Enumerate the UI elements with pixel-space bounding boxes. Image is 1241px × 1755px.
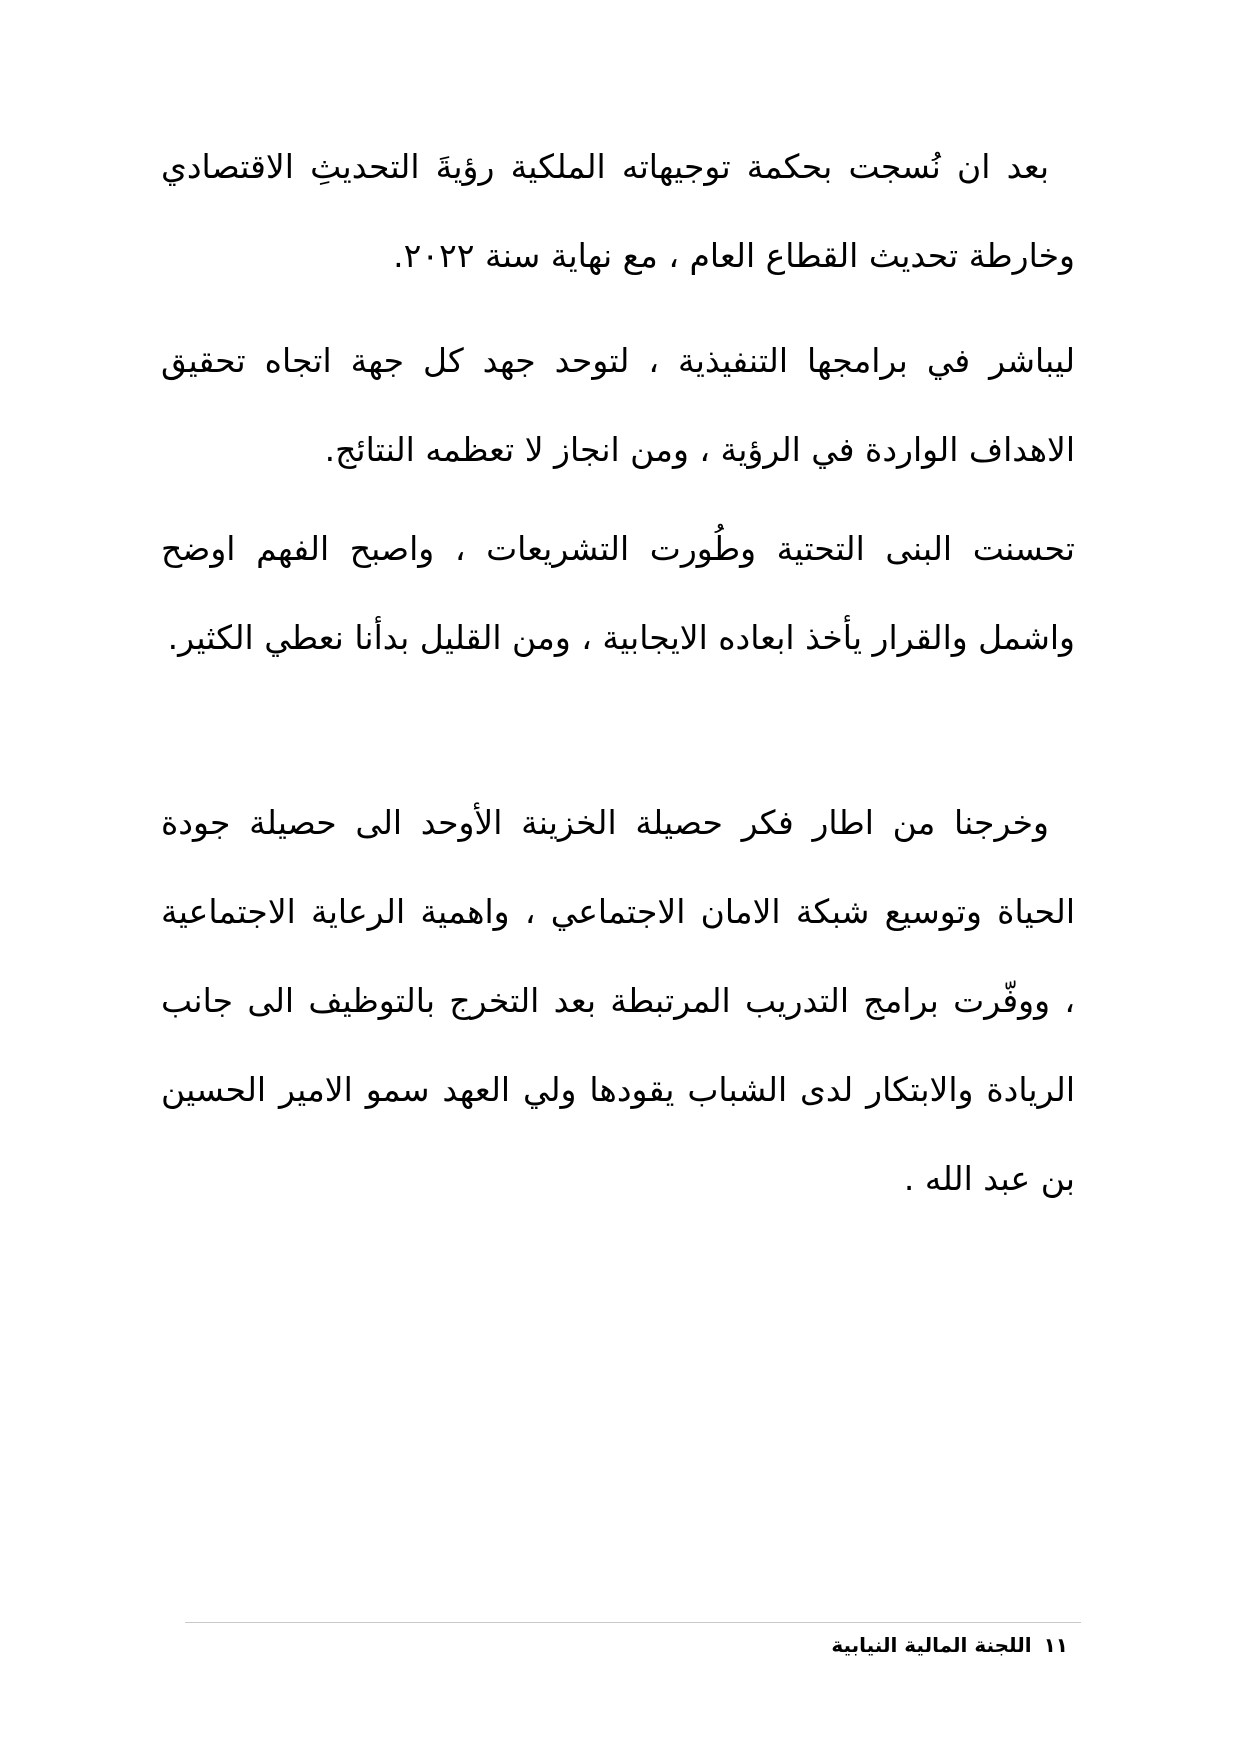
text-line: وخرجنا من اطار فكر حصيلة الخزينة الأوحد الى حصيلة جودة [161, 803, 1049, 842]
text-line: بعد ان نُسجت بحكمة توجيهاته الملكية رؤيةَ التحديثِ الاقتصادي [161, 147, 1049, 186]
text-line: تحسنت البنى التحتية وطُورت التشريعات ، واصبح الفهم اوضح [161, 529, 1075, 568]
text-line: بن عبد الله . [903, 1159, 1075, 1198]
text-line: وخارطة تحديث القطاع العام ، مع نهاية سنة ٢٠٢٢. [393, 236, 1075, 275]
text-line: الاهداف الواردة في الرؤية ، ومن انجاز لا تعظمه النتائج. [324, 430, 1075, 469]
text-line: ليباشر في برامجها التنفيذية ، لتوحد جهد كل جهة اتجاه تحقيق [161, 341, 1075, 380]
text-line: الريادة والابتكار لدى الشباب يقودها ولي العهد سمو الامير الحسين [161, 1070, 1075, 1109]
text-line: ، ووفّرت برامج التدريب المرتبطة بعد التخرج بالتوظيف الى جانب [161, 981, 1075, 1020]
text-line: واشمل والقرار يأخذ ابعاده الايجابية ، ومن القليل بدأنا نعطي الكثير. [167, 618, 1075, 657]
page-number: ١١ [1043, 1633, 1068, 1657]
footer-committee-label: اللجنة المالية النيابية [831, 1633, 1032, 1657]
text-line: الحياة وتوسيع شبكة الامان الاجتماعي ، واهمية الرعاية الاجتماعية [161, 892, 1075, 931]
document-body [161, 122, 1075, 1223]
footer-divider [185, 1622, 1081, 1623]
page-footer [831, 1628, 1068, 1662]
